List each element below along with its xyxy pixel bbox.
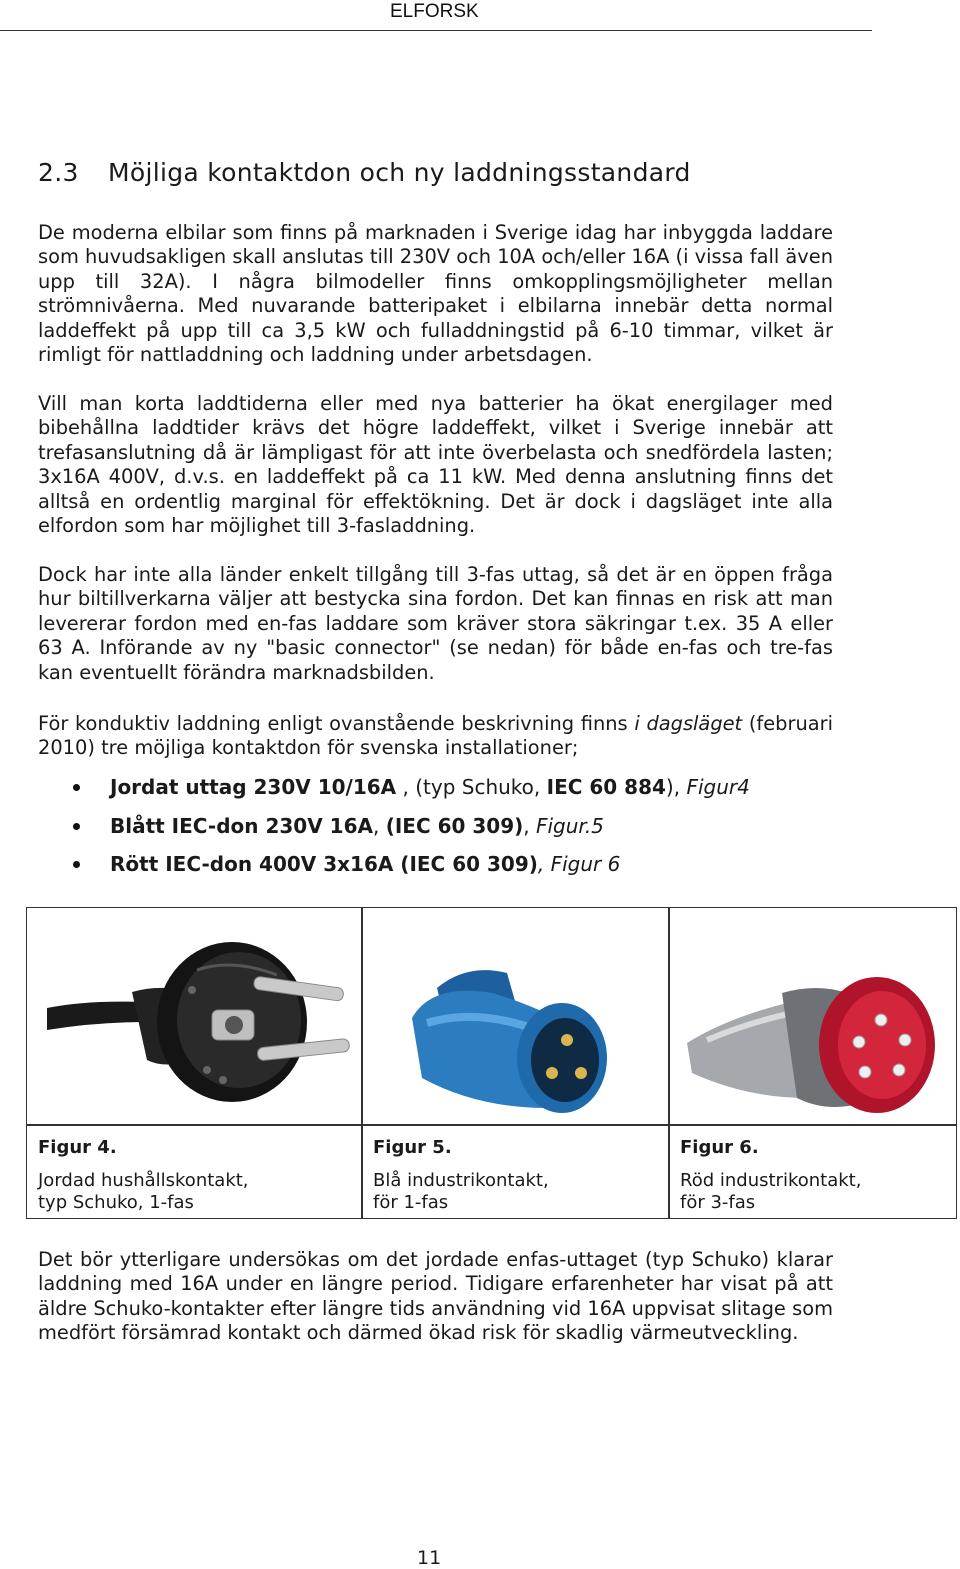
paragraph-4 [38, 712, 833, 761]
paragraph-4-end: (februari 2010) tre möjliga kontaktdon för svenska installationer; [38, 712, 833, 760]
bullet-dot [73, 784, 80, 791]
bullet-bold: Jordat uttag 230V 10/16A [110, 775, 397, 799]
table-divider [361, 908, 363, 1218]
figure-4-caption-line1: Jordad hushållskontakt, [38, 1170, 249, 1191]
section-title: Möjliga kontaktdon och ny laddningsstandard [108, 158, 691, 187]
figure-4-label: Figur 4. [38, 1137, 117, 1158]
paragraph-5: Det bör ytterligare undersökas om det jordade enfas-uttaget (typ Schuko) klarar laddning med 16A under en längre period. Tidigare erfarenheter har visat på att äldre Schuko-kontakter efter längre tids användning vid 16A uppvisat slitage som medfört försämrad kontakt och därmed ökad risk för skadlig värmeutveckling. [38, 1248, 833, 1345]
figure-6-caption-line2: för 3-fas [680, 1192, 756, 1213]
figure-reference: , Figur 6 [537, 852, 621, 876]
figure-table [26, 907, 957, 1219]
page-header [0, 0, 872, 31]
figure-4-caption-line2: typ Schuko, 1-fas [38, 1192, 194, 1213]
table-divider [27, 1124, 956, 1126]
bullet-text: , [523, 813, 536, 838]
red-plug-image [687, 948, 952, 1123]
figure-6-caption-line1: Röd industrikontakt, [680, 1170, 862, 1191]
bullet-bold: Blått IEC-don 230V 16A [110, 813, 373, 838]
paragraph-3: Dock har inte alla länder enkelt tillgång till 3-fas uttag, så det är en öppen fråga hur biltillverkarna väljer att bestycka sina fordon. Det kan finnas en risk att man levererar fordon med en-fas laddare som kräver stora säkringar t.ex. 35 A eller 63 A. Införande av ny "basic connector" (se nedan) för både en-fas och tre-fas kan eventuellt förändra marknadsbilden. [38, 563, 833, 684]
schuko-plug-image [47, 930, 357, 1120]
paragraph-4-start: För konduktiv laddning enligt ovanstående beskrivning finns [38, 712, 635, 735]
bullet-text: ), [665, 775, 687, 799]
figure-reference: Figur4 [686, 775, 750, 799]
section-number: 2.3 [38, 158, 79, 187]
page-number: 11 [417, 1547, 442, 1569]
blue-plug-image [397, 948, 637, 1123]
bullet-dot [73, 861, 80, 868]
bullet-bold: IEC 60 884 [546, 775, 666, 799]
table-divider [668, 908, 670, 1218]
list-item [38, 811, 838, 850]
paragraph-4-italic: i dagsläget [634, 712, 743, 735]
figure-5-caption-line1: Blå industrikontakt, [373, 1170, 549, 1191]
header-title: ELFORSK [390, 1, 479, 22]
bullet-text: , [372, 813, 386, 838]
bullet-bold: Rött IEC-don 400V 3x16A (IEC 60 309) [110, 852, 538, 876]
figure-reference: Figur.5 [536, 813, 604, 838]
bullet-text: , (typ Schuko, [396, 775, 547, 799]
bullet-dot [73, 823, 80, 830]
figure-5-caption-line2: för 1-fas [373, 1192, 449, 1213]
figure-5-label: Figur 5. [373, 1137, 452, 1158]
bullet-bold: (IEC 60 309) [385, 813, 524, 838]
connector-list [38, 772, 838, 888]
list-item [38, 772, 838, 811]
figure-6-label: Figur 6. [680, 1137, 759, 1158]
paragraph-2: Vill man korta laddtiderna eller med nya batterier ha ökat energilager med bibehållna laddtider krävs det högre laddeffekt, vilket i Sverige innebär att trefasanslutning då är lämpligast för att inte överbelasta och snedfördela lasten; 3x16A 400V, d.v.s. en laddeffekt på ca 11 kW. Med denna anslutning finns det alltså en ordentlig marginal för effektökning. Det är dock i dagsläget inte alla elfordon som har möjlighet till 3-fasladdning. [38, 392, 833, 538]
paragraph-1: De moderna elbilar som finns på marknaden i Sverige idag har inbyggda laddare som huvudsakligen skall anslutas till 230V och 10A och/eller 16A (i vissa fall även upp till 32A). I några bilmodeller finns omkopplingsmöjligheter mellan strömnivåerna. Med nuvarande batteripaket i elbilarna innebär detta normal laddeffekt på upp till ca 3,5 kW och fulladdningstid på 6-10 timmar, vilket är rimligt för nattladdning och laddning under arbetsdagen. [38, 221, 833, 367]
list-item [38, 849, 838, 888]
section-heading [38, 158, 691, 187]
